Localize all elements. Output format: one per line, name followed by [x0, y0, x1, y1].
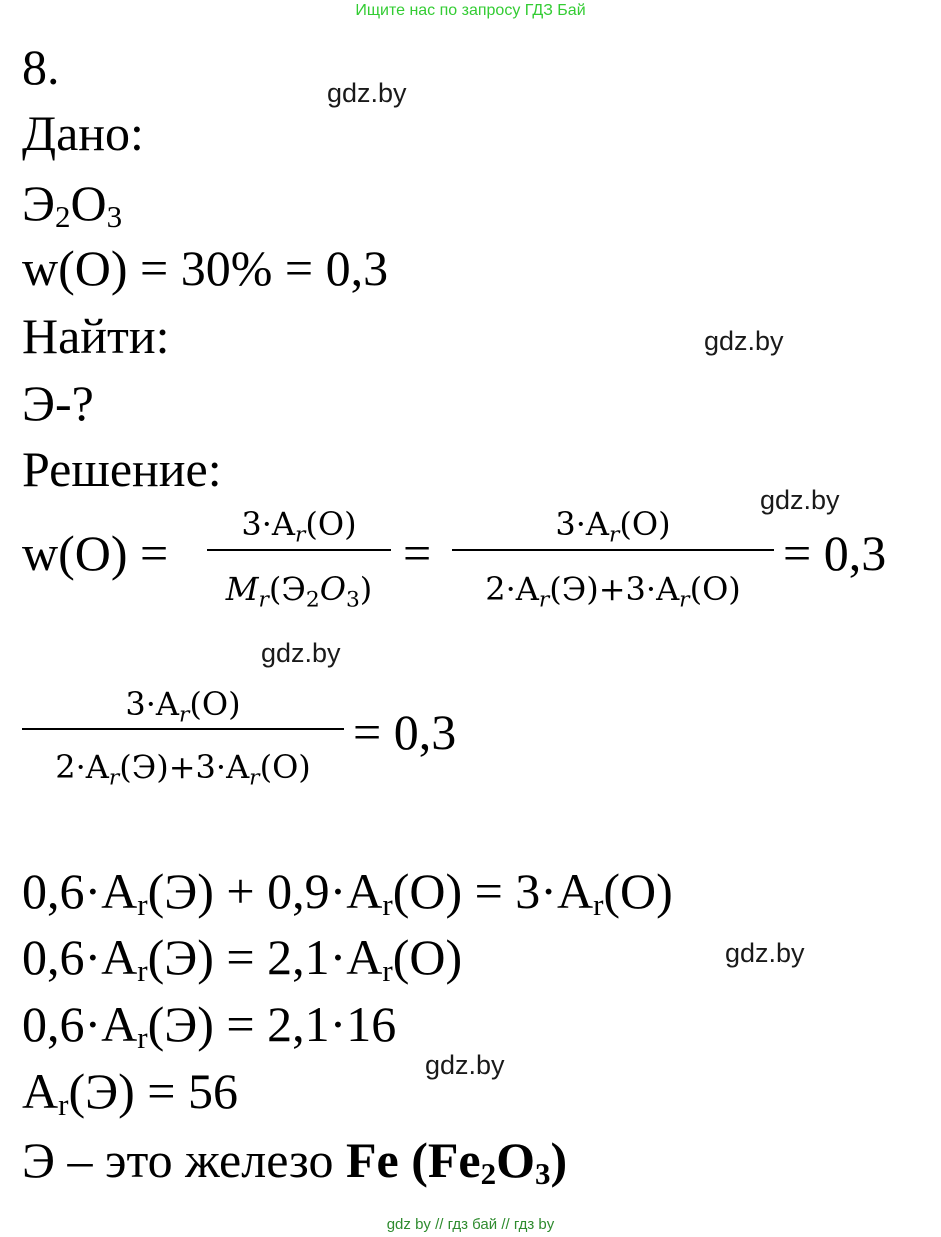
- answer-formula: Fe $(Fe_2O_3)$: [345, 1132, 568, 1191]
- mass-fraction: w(O) = 30% = 0,3: [22, 240, 389, 296]
- eq2-denominator: $2\cdot A_r(Э)+3\cdot A_r(O)$: [55, 748, 311, 791]
- eq1-equal-sign: =: [403, 525, 432, 581]
- answer-line: Э – это железо Fe $(Fe_2O_3)$: [22, 1132, 568, 1191]
- task-number: 8.: [22, 39, 60, 95]
- eq1-frac2-denominator: $2\cdot A_r(Э)+3\cdot A_r(O)$: [485, 570, 741, 613]
- derivation-line-1: $0,6\cdot A_r(Э) + 0,9\cdot A_r(O) = 3\cdot A_r(O)$: [22, 863, 673, 922]
- derivation-line-2: $0,6\cdot A_r(Э) = 2,1\cdot A_r(O)$: [22, 929, 463, 988]
- watermark: gdz.by: [760, 485, 840, 515]
- given-label: Дано:: [22, 105, 144, 161]
- eq1-frac2-line: [452, 549, 774, 551]
- eq1-frac2-numerator: $3\cdot A_r(O)$: [555, 505, 671, 548]
- solution-label: Решение:: [22, 441, 222, 497]
- watermark: gdz.by: [261, 638, 341, 668]
- eq1-frac1-line: [207, 549, 391, 551]
- footer-links[interactable]: gdz by // гдз бай // гдз by: [386, 1216, 555, 1233]
- eq2-numerator: $3\cdot A_r(O)$: [125, 685, 241, 728]
- eq1-frac1-denominator: $M_r(Э_2O_3)$: [225, 570, 373, 613]
- find-label: Найти:: [22, 308, 170, 364]
- watermark: gdz.by: [725, 938, 805, 968]
- derivation-line-4: $A_r(Э) = 56$: [22, 1063, 238, 1122]
- watermark: gdz.by: [425, 1050, 505, 1080]
- eq2-rhs: = 0,3: [353, 704, 457, 760]
- compound-formula: [22, 175, 123, 234]
- eq1-frac1-numerator: $3\cdot A_r(O)$: [241, 505, 357, 548]
- eq1-lhs: w(O) =: [22, 525, 169, 581]
- formula-oxygen: O: [70, 175, 107, 231]
- search-banner[interactable]: Ищите нас по запросу ГДЗ Бай: [355, 2, 586, 19]
- find-value: Э-?: [22, 375, 94, 431]
- formula-index: 3: [106, 198, 123, 234]
- eq1-rhs: = 0,3: [783, 525, 887, 581]
- watermark: gdz.by: [327, 78, 407, 108]
- eq2-line: [22, 728, 344, 730]
- derivation-line-3: $0,6\cdot A_r(Э) = 2,1\cdot 16$: [22, 996, 397, 1055]
- formula-element: Э: [22, 175, 56, 231]
- formula-index: 2: [55, 198, 71, 234]
- watermark: gdz.by: [704, 326, 784, 356]
